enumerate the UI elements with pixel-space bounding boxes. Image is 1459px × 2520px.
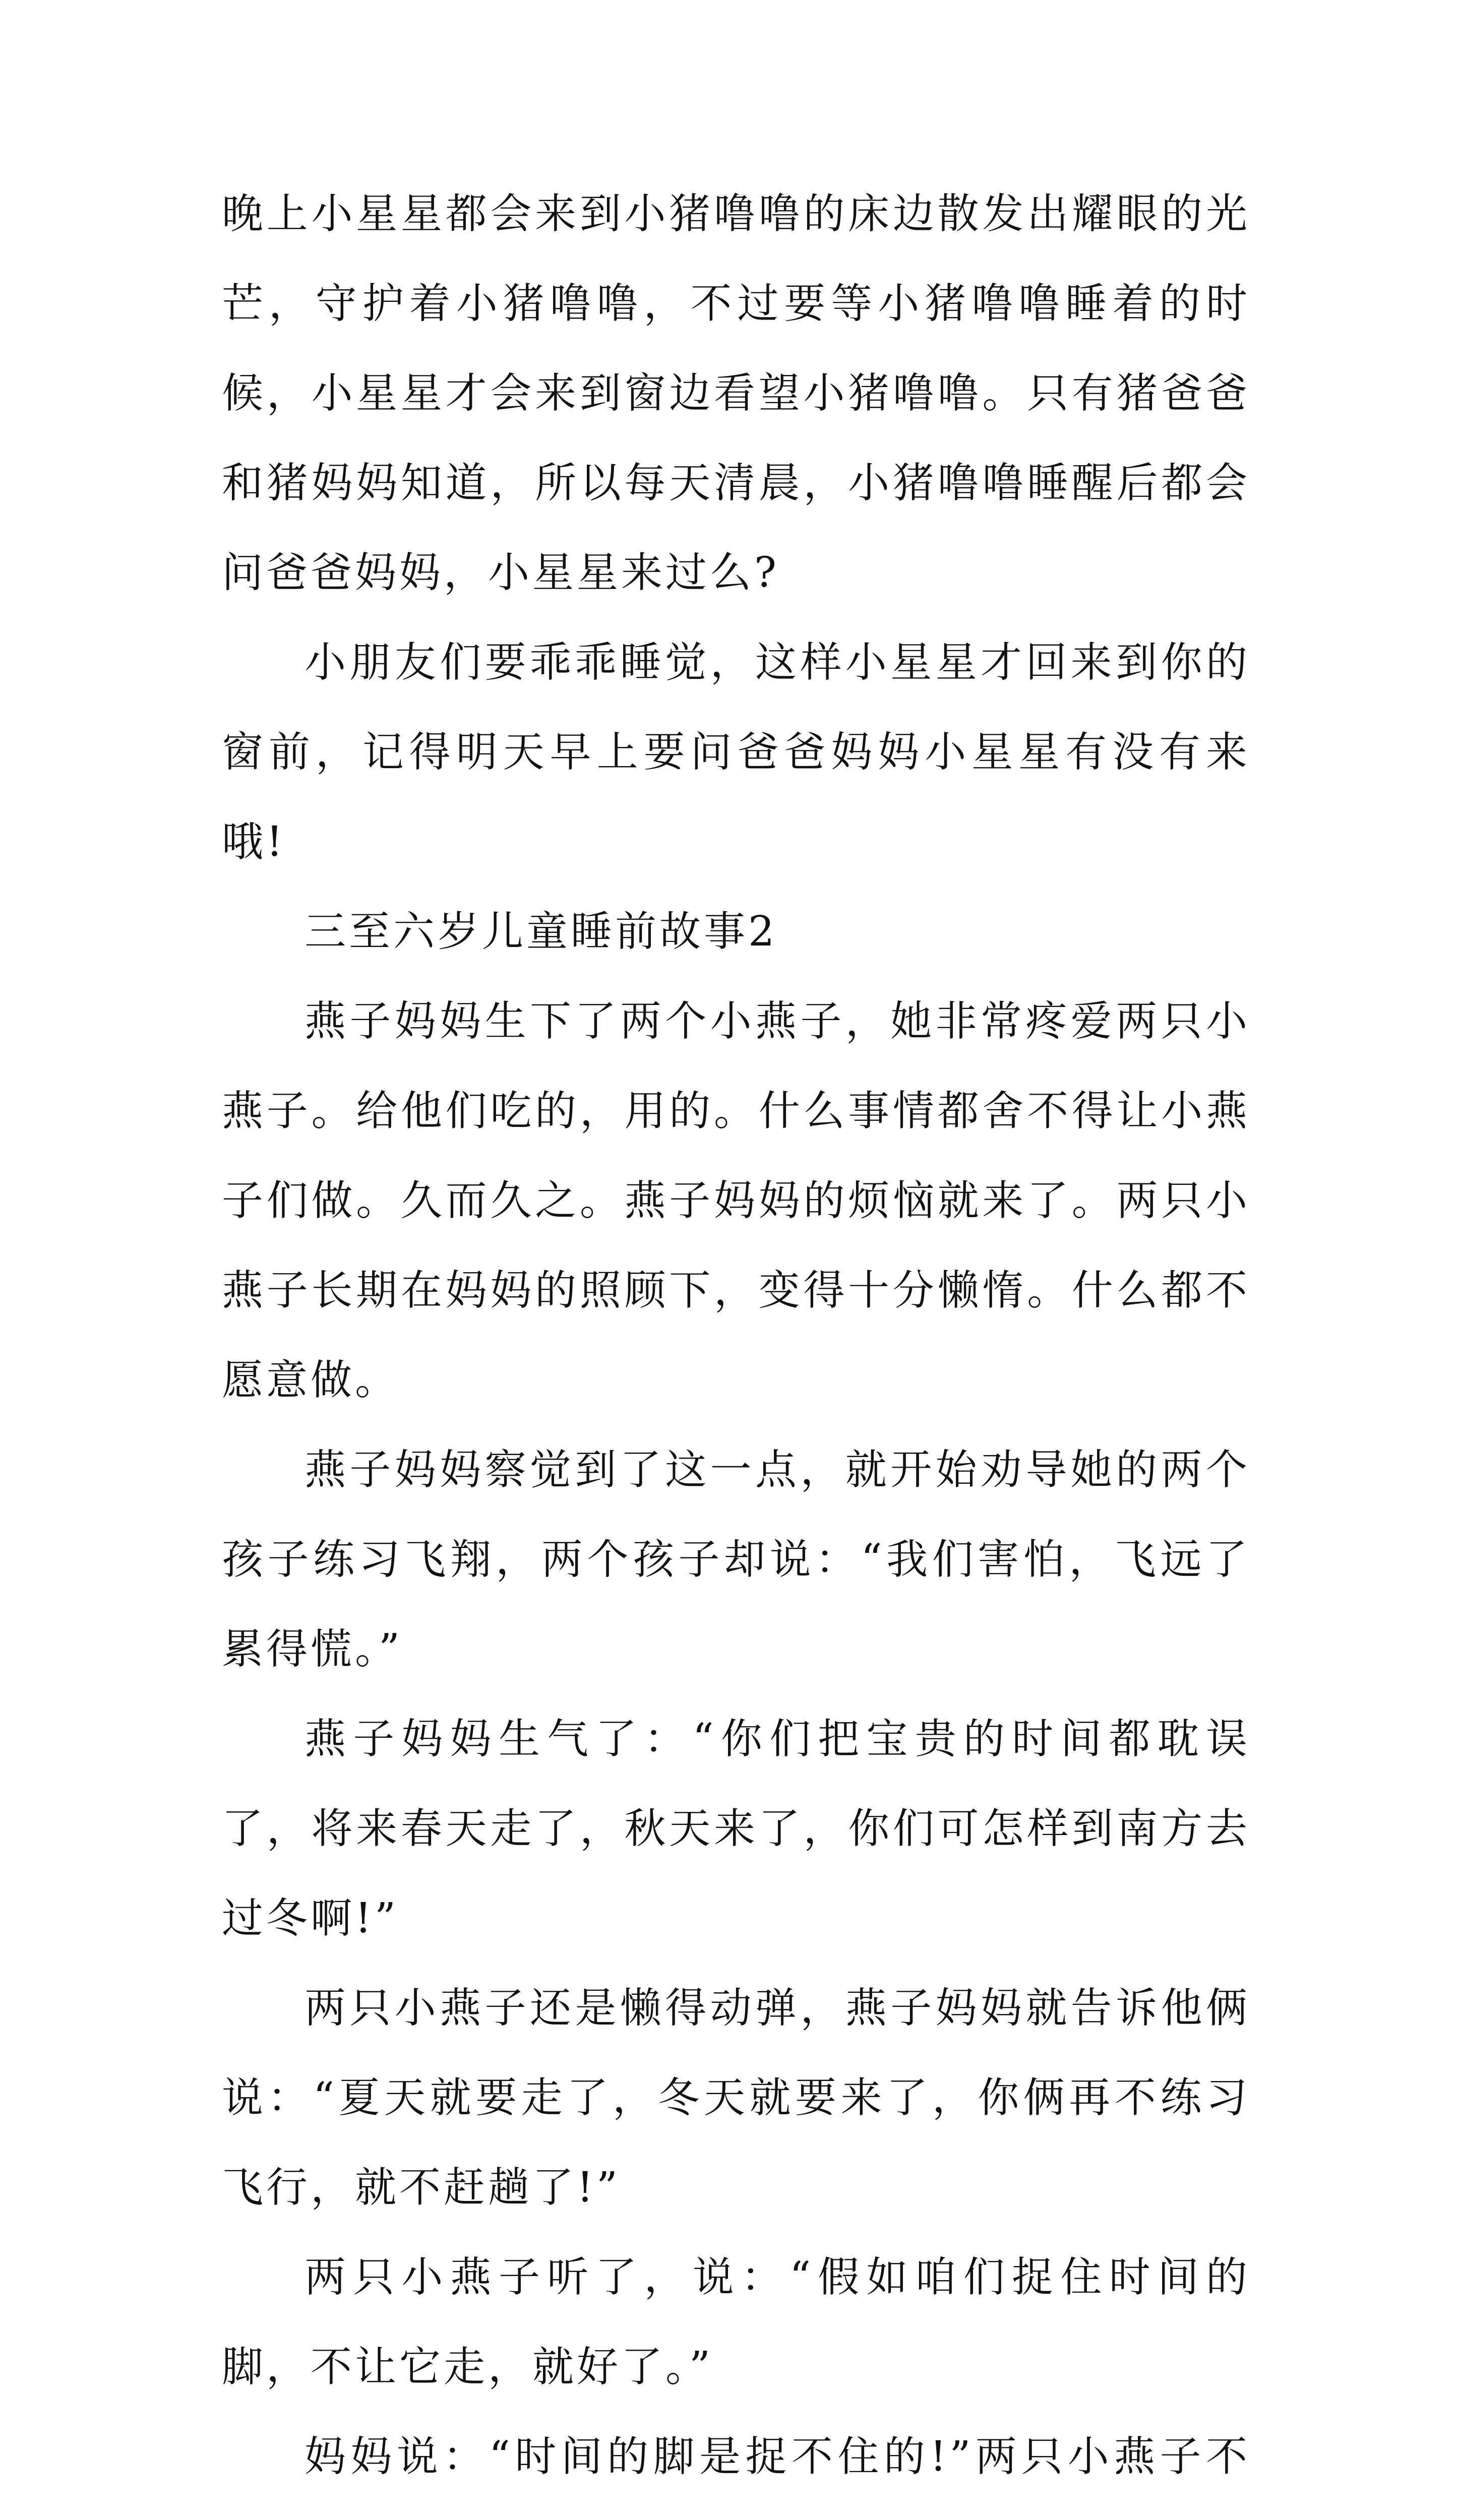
story-heading: 三至六岁儿童睡前故事2 [305, 908, 778, 956]
paragraph-7: 两只小燕子还是懒得动弹，燕子妈妈就告诉他俩说：“夏天就要走了，冬天就要来了，你俩再不练习飞行，就不赶趟了!” [222, 1984, 1250, 2212]
paragraph-1: 晚上小星星都会来到小猪噜噜的床边散发出耀眼的光芒，守护着小猪噜噜，不过要等小猪噜噜睡着的时候，小星星才会来到窗边看望小猪噜噜。只有猪爸爸和猪妈妈知道，所以每天清晨，小猪噜噜睡醒后都会问爸爸妈妈，小星星来过么? [222, 190, 1250, 597]
paragraph-8: 两只小燕子听了，说：“假如咱们捉住时间的脚，不让它走，就好了。” [222, 2253, 1250, 2391]
paragraph-4: 燕子妈妈生下了两个小燕子，她非常疼爱两只小燕子。给他们吃的，用的。什么事情都舍不得让小燕子们做。久而久之。燕子妈妈的烦恼就来了。两只小燕子长期在妈妈的照顾下，变得十分懒惰。什么都不愿意做。 [222, 997, 1250, 1404]
paragraph-6: 燕子妈妈生气了：“你们把宝贵的时间都耽误了，将来春天走了，秋天来了，你们可怎样到南方去过冬啊!” [222, 1715, 1250, 1942]
body-text [222, 169, 1250, 2520]
paragraph-5: 燕子妈妈察觉到了这一点，就开始劝导她的两个孩子练习飞翔，两个孩子却说：“我们害怕，飞远了累得慌。” [222, 1446, 1250, 1673]
paragraph-9: 妈妈说：“时间的脚是捉不住的!”两只小燕子不 [305, 2433, 1250, 2481]
paragraph-2: 小朋友们要乖乖睡觉，这样小星星才回来到你的窗前，记得明天早上要问爸爸妈妈小星星有没有来哦! [222, 639, 1250, 866]
